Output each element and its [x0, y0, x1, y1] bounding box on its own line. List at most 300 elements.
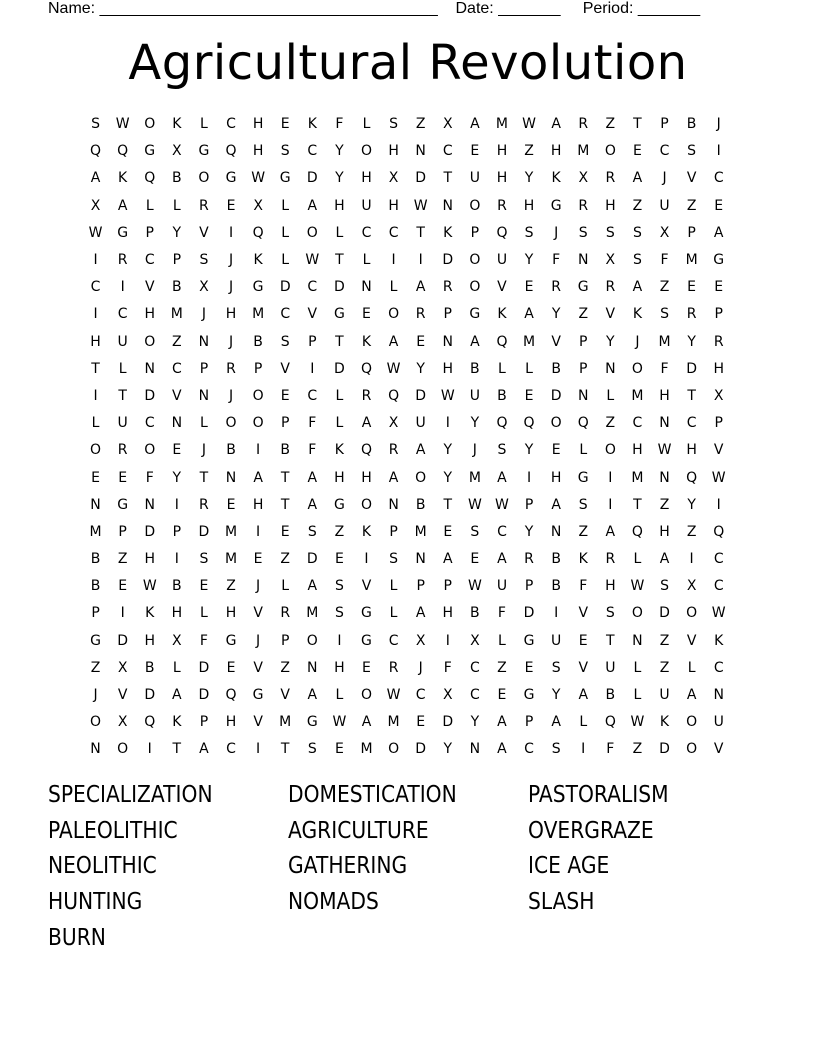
grid-letter: H — [334, 469, 345, 486]
grid-letter: I — [147, 741, 152, 758]
grid-letter: L — [335, 687, 344, 704]
grid-letter: M — [631, 469, 644, 486]
grid-letter: V — [117, 687, 128, 704]
grid-letter: S — [280, 333, 290, 350]
grid-letter: E — [524, 387, 534, 404]
grid-letter: Y — [606, 333, 615, 350]
grid-letter: A — [632, 279, 643, 296]
grid-letter: H — [225, 605, 237, 622]
grid-letter: F — [606, 741, 615, 758]
grid-letter: Q — [388, 387, 400, 404]
grid-letter: Z — [659, 496, 670, 513]
grid-row — [82, 220, 734, 247]
grid-row — [82, 655, 734, 682]
grid-letter: S — [605, 605, 615, 622]
grid-letter: D — [442, 714, 454, 731]
grid-letter: Z — [686, 197, 697, 214]
grid-letter: T — [606, 632, 615, 649]
grid-letter: H — [225, 714, 237, 731]
grid-letter: L — [389, 605, 398, 622]
grid-letter: W — [413, 197, 428, 214]
grid-letter: N — [90, 741, 101, 758]
grid-letter: Y — [470, 415, 480, 432]
grid-letter: I — [93, 387, 98, 404]
grid-letter: M — [685, 252, 698, 269]
grid-letter: H — [144, 632, 155, 649]
name-field-label: Name: ______________________________________ — [48, 0, 438, 17]
grid-letter: S — [199, 252, 209, 269]
grid-letter: C — [686, 415, 697, 432]
grid-letter: D — [415, 170, 427, 187]
grid-row — [82, 329, 734, 356]
grid-letter: Z — [659, 279, 670, 296]
grid-letter: I — [120, 279, 125, 296]
grid-letter: P — [714, 415, 723, 432]
grid-letter: P — [416, 578, 425, 595]
grid-letter: O — [198, 170, 210, 187]
grid-letter: P — [389, 523, 398, 540]
grid-letter: K — [578, 551, 588, 568]
grid-letter: U — [117, 415, 128, 432]
grid-letter: X — [117, 714, 128, 731]
grid-letter: N — [659, 415, 670, 432]
grid-letter: X — [388, 415, 399, 432]
grid-letter: K — [551, 170, 561, 187]
grid-letter: L — [200, 415, 208, 432]
grid-letter: R — [199, 496, 209, 513]
grid-letter: E — [470, 551, 480, 568]
grid-letter: C — [307, 143, 318, 160]
grid-letter: F — [308, 442, 317, 459]
word-bank — [48, 778, 768, 956]
grid-letter: L — [281, 578, 290, 595]
grid-letter: G — [144, 143, 156, 160]
grid-letter: I — [581, 741, 586, 758]
grid-letter: V — [280, 687, 290, 704]
grid-letter: P — [714, 306, 723, 323]
grid-row — [82, 519, 734, 546]
grid-letter: A — [686, 687, 697, 704]
grid-letter: I — [256, 523, 261, 540]
student-info-line — [48, 0, 748, 20]
grid-letter: Z — [524, 143, 534, 160]
grid-letter: I — [391, 252, 396, 269]
grid-letter: K — [253, 252, 263, 269]
grid-letter: L — [633, 659, 642, 676]
grid-letter: Q — [496, 333, 508, 350]
grid-letter: A — [307, 469, 318, 486]
grid-letter: A — [361, 714, 372, 731]
grid-letter: E — [362, 306, 371, 323]
grid-letter: B — [470, 360, 480, 377]
grid-letter: W — [386, 687, 401, 704]
grid-letter: J — [228, 279, 234, 296]
grid-row — [82, 274, 734, 301]
grid-letter: Z — [415, 116, 426, 133]
grid-letter: V — [172, 387, 182, 404]
grid-letter: N — [144, 496, 155, 513]
grid-letter: D — [144, 387, 156, 404]
grid-letter: Z — [334, 523, 345, 540]
grid-letter: Y — [687, 333, 696, 350]
grid-letter: T — [633, 496, 642, 513]
grid-letter: X — [659, 224, 670, 241]
grid-letter: B — [551, 551, 561, 568]
grid-letter: A — [253, 469, 263, 486]
grid-letter: O — [686, 714, 698, 731]
grid-letter: P — [172, 523, 182, 540]
grid-letter: E — [632, 143, 642, 160]
grid-letter: F — [308, 415, 317, 432]
grid-letter: D — [144, 523, 156, 540]
grid-letter: A — [415, 279, 426, 296]
grid-letter: R — [280, 605, 291, 622]
grid-letter: J — [228, 387, 234, 404]
grid-letter: N — [415, 551, 426, 568]
grid-letter: L — [633, 551, 642, 568]
grid-letter: V — [361, 578, 372, 595]
grid-letter: O — [469, 197, 481, 214]
grid-letter: M — [224, 523, 238, 540]
grid-letter: W — [630, 578, 645, 595]
grid-letter: V — [280, 360, 290, 377]
grid-letter: H — [171, 605, 183, 622]
grid-letter: S — [389, 551, 399, 568]
grid-letter: Z — [632, 741, 643, 758]
grid-letter: N — [713, 687, 724, 704]
grid-letter: Y — [416, 360, 425, 377]
date-field-label: Date: _______ — [455, 0, 561, 17]
grid-letter: H — [361, 469, 372, 486]
grid-row — [82, 410, 734, 437]
grid-letter: I — [228, 224, 234, 241]
grid-letter: G — [117, 224, 129, 241]
grid-letter: H — [252, 496, 264, 513]
grid-letter: D — [198, 659, 210, 676]
grid-letter: O — [306, 632, 318, 649]
grid-letter: I — [716, 143, 721, 160]
grid-letter: J — [662, 170, 667, 187]
grid-letter: Q — [225, 143, 237, 160]
grid-letter: G — [225, 632, 237, 649]
grid-row — [82, 111, 734, 138]
grid-letter: I — [526, 469, 532, 486]
grid-letter: X — [172, 143, 182, 160]
grid-letter: S — [551, 659, 561, 676]
grid-letter: B — [172, 279, 182, 296]
grid-letter: F — [660, 360, 669, 377]
grid-letter: S — [632, 252, 642, 269]
grid-letter: O — [252, 415, 264, 432]
grid-letter: B — [90, 551, 101, 568]
grid-letter: O — [90, 442, 102, 459]
grid-letter: O — [631, 360, 643, 377]
grid-letter: R — [226, 360, 236, 377]
grid-letter: F — [579, 578, 588, 595]
grid-letter: Y — [335, 143, 344, 160]
grid-letter: S — [389, 116, 399, 133]
grid-letter: P — [579, 360, 588, 377]
grid-letter: E — [578, 632, 588, 649]
grid-letter: N — [90, 496, 101, 513]
word-bank-item: PASTORALISM — [528, 782, 669, 808]
grid-letter: N — [659, 469, 670, 486]
grid-letter: G — [361, 605, 372, 622]
grid-letter: L — [335, 415, 344, 432]
grid-letter: G — [577, 279, 589, 296]
grid-letter: P — [199, 714, 209, 731]
grid-letter: H — [334, 197, 345, 214]
grid-letter: E — [280, 116, 290, 133]
grid-letter: A — [497, 741, 507, 758]
grid-letter: Z — [226, 578, 236, 595]
grid-letter: N — [577, 387, 589, 404]
grid-letter: A — [551, 116, 561, 133]
grid-letter: K — [172, 714, 182, 731]
grid-letter: F — [335, 116, 344, 133]
grid-letter: J — [418, 659, 423, 676]
grid-letter: A — [551, 714, 561, 731]
grid-letter: Z — [90, 659, 101, 676]
grid-letter: O — [144, 333, 156, 350]
grid-letter: A — [632, 170, 643, 187]
grid-letter: X — [117, 659, 128, 676]
grid-letter: M — [468, 469, 481, 486]
grid-letter: H — [659, 523, 670, 540]
grid-letter: B — [226, 442, 236, 459]
grid-letter: U — [659, 687, 670, 704]
grid-letter: O — [631, 605, 643, 622]
grid-letter: Y — [524, 252, 534, 269]
grid-row — [82, 464, 734, 491]
grid-letter: E — [524, 659, 534, 676]
grid-letter: E — [714, 197, 724, 214]
grid-letter: S — [497, 442, 507, 459]
grid-letter: Z — [578, 306, 589, 323]
grid-letter: B — [144, 659, 155, 676]
grid-letter: Z — [632, 197, 643, 214]
grid-letter: W — [305, 252, 320, 269]
grid-letter: B — [551, 360, 561, 377]
grid-letter: A — [605, 523, 616, 540]
grid-letter: Q — [631, 523, 643, 540]
grid-letter: J — [256, 578, 261, 595]
grid-letter: C — [713, 551, 724, 568]
grid-letter: S — [578, 224, 588, 241]
grid-letter: K — [145, 605, 155, 622]
grid-letter: C — [226, 116, 236, 133]
grid-letter: I — [608, 469, 613, 486]
grid-letter: X — [442, 687, 453, 704]
grid-letter: X — [713, 387, 724, 404]
grid-letter: F — [145, 469, 154, 486]
grid-letter: L — [281, 224, 290, 241]
grid-letter: I — [689, 551, 694, 568]
word-bank-item: PALEOLITHIC — [48, 817, 178, 844]
grid-letter: H — [550, 143, 562, 160]
grid-letter: I — [120, 605, 125, 622]
grid-letter: E — [687, 279, 697, 296]
grid-letter: D — [334, 360, 345, 377]
grid-letter: V — [551, 333, 561, 350]
grid-row — [82, 383, 734, 410]
grid-letter: B — [90, 578, 101, 595]
grid-letter: U — [415, 415, 426, 432]
grid-letter: V — [713, 442, 724, 459]
grid-letter: Z — [659, 659, 670, 676]
grid-letter: I — [716, 496, 721, 513]
grid-letter: O — [360, 687, 372, 704]
grid-letter: O — [686, 605, 698, 622]
grid-letter: P — [687, 224, 696, 241]
grid-letter: D — [659, 605, 670, 622]
grid-letter: V — [307, 306, 318, 323]
grid-letter: H — [144, 551, 155, 568]
grid-letter: O — [306, 224, 318, 241]
grid-letter: O — [415, 469, 427, 486]
grid-letter: I — [310, 360, 315, 377]
word-bank-item: SPECIALIZATION — [48, 782, 213, 808]
grid-letter: P — [253, 360, 263, 377]
grid-letter: T — [443, 170, 453, 187]
grid-letter: D — [279, 279, 291, 296]
grid-letter: P — [443, 578, 452, 595]
grid-letter: O — [388, 741, 400, 758]
grid-letter: S — [551, 741, 561, 758]
grid-letter: A — [524, 306, 534, 323]
grid-letter: Q — [144, 170, 156, 187]
grid-letter: E — [470, 143, 480, 160]
grid-letter: Y — [443, 469, 453, 486]
grid-letter: Y — [443, 442, 453, 459]
grid-letter: O — [225, 415, 237, 432]
grid-letter: L — [172, 659, 181, 676]
grid-letter: T — [280, 741, 290, 758]
grid-letter: P — [199, 360, 209, 377]
grid-letter: W — [332, 714, 347, 731]
grid-letter: A — [307, 197, 318, 214]
grid-row — [82, 628, 734, 655]
grid-letter: H — [442, 360, 454, 377]
grid-letter: H — [90, 333, 101, 350]
word-bank-item: NOMADS — [288, 889, 379, 916]
grid-letter: J — [716, 116, 721, 133]
grid-letter: H — [686, 442, 697, 459]
grid-letter: G — [550, 197, 562, 214]
grid-letter: P — [524, 496, 534, 513]
grid-letter: E — [334, 741, 344, 758]
grid-letter: B — [415, 496, 426, 513]
grid-letter: E — [280, 387, 290, 404]
grid-letter: A — [659, 551, 670, 568]
grid-letter: K — [118, 170, 128, 187]
grid-letter: H — [713, 360, 724, 377]
grid-letter: C — [497, 523, 507, 540]
grid-row — [82, 492, 734, 519]
grid-letter: Q — [523, 415, 535, 432]
grid-letter: Y — [524, 442, 534, 459]
grid-letter: D — [659, 741, 670, 758]
grid-letter: I — [445, 415, 450, 432]
grid-letter: A — [361, 415, 372, 432]
grid-letter: X — [253, 197, 263, 214]
grid-letter: Q — [252, 224, 264, 241]
grid-letter: A — [713, 224, 724, 241]
grid-letter: Y — [524, 523, 534, 540]
grid-letter: J — [201, 306, 206, 323]
grid-letter: R — [686, 306, 697, 323]
grid-letter: A — [470, 333, 480, 350]
grid-letter: A — [199, 741, 209, 758]
grid-letter: C — [117, 306, 128, 323]
grid-letter: M — [495, 116, 508, 133]
grid-letter: G — [225, 170, 237, 187]
grid-letter: L — [687, 659, 696, 676]
grid-letter: I — [174, 551, 179, 568]
grid-letter: P — [118, 523, 127, 540]
grid-letter: Q — [360, 442, 372, 459]
grid-letter: M — [306, 605, 319, 622]
grid-letter: P — [470, 224, 480, 241]
grid-letter: A — [470, 116, 480, 133]
grid-letter: J — [228, 333, 234, 350]
grid-letter: Y — [551, 687, 561, 704]
grid-letter: C — [713, 659, 724, 676]
grid-letter: Q — [686, 469, 698, 486]
grid-letter: Y — [551, 306, 561, 323]
grid-letter: M — [360, 741, 373, 758]
grid-letter: H — [334, 659, 345, 676]
grid-letter: P — [91, 605, 100, 622]
grid-letter: H — [388, 143, 399, 160]
grid-letter: V — [253, 605, 263, 622]
grid-letter: S — [524, 224, 534, 241]
grid-letter: T — [335, 333, 344, 350]
grid-letter: L — [281, 197, 290, 214]
grid-letter: L — [579, 442, 588, 459]
grid-letter: H — [388, 197, 399, 214]
grid-letter: K — [443, 224, 453, 241]
word-bank-item: ICE AGE — [528, 853, 610, 880]
grid-letter: T — [416, 224, 425, 241]
grid-letter: W — [711, 605, 726, 622]
grid-letter: S — [470, 523, 480, 540]
grid-letter: I — [337, 632, 342, 649]
grid-letter: U — [117, 333, 128, 350]
grid-letter: P — [145, 224, 154, 241]
grid-letter: M — [577, 143, 590, 160]
grid-letter: A — [90, 170, 101, 187]
grid-letter: R — [361, 387, 372, 404]
grid-letter: M — [89, 523, 102, 540]
grid-letter: R — [578, 116, 589, 133]
grid-letter: W — [467, 578, 482, 595]
grid-row — [82, 247, 734, 274]
grid-letter: N — [171, 415, 183, 432]
grid-letter: S — [334, 605, 344, 622]
grid-letter: E — [416, 333, 426, 350]
grid-letter: Q — [360, 360, 372, 377]
grid-letter: R — [551, 279, 561, 296]
grid-letter: C — [388, 224, 399, 241]
grid-letter: X — [605, 252, 616, 269]
grid-row — [82, 165, 734, 192]
grid-letter: Q — [144, 714, 156, 731]
grid-letter: Z — [280, 551, 290, 568]
grid-letter: O — [117, 741, 129, 758]
grid-letter: L — [145, 197, 154, 214]
grid-letter: K — [632, 306, 643, 323]
